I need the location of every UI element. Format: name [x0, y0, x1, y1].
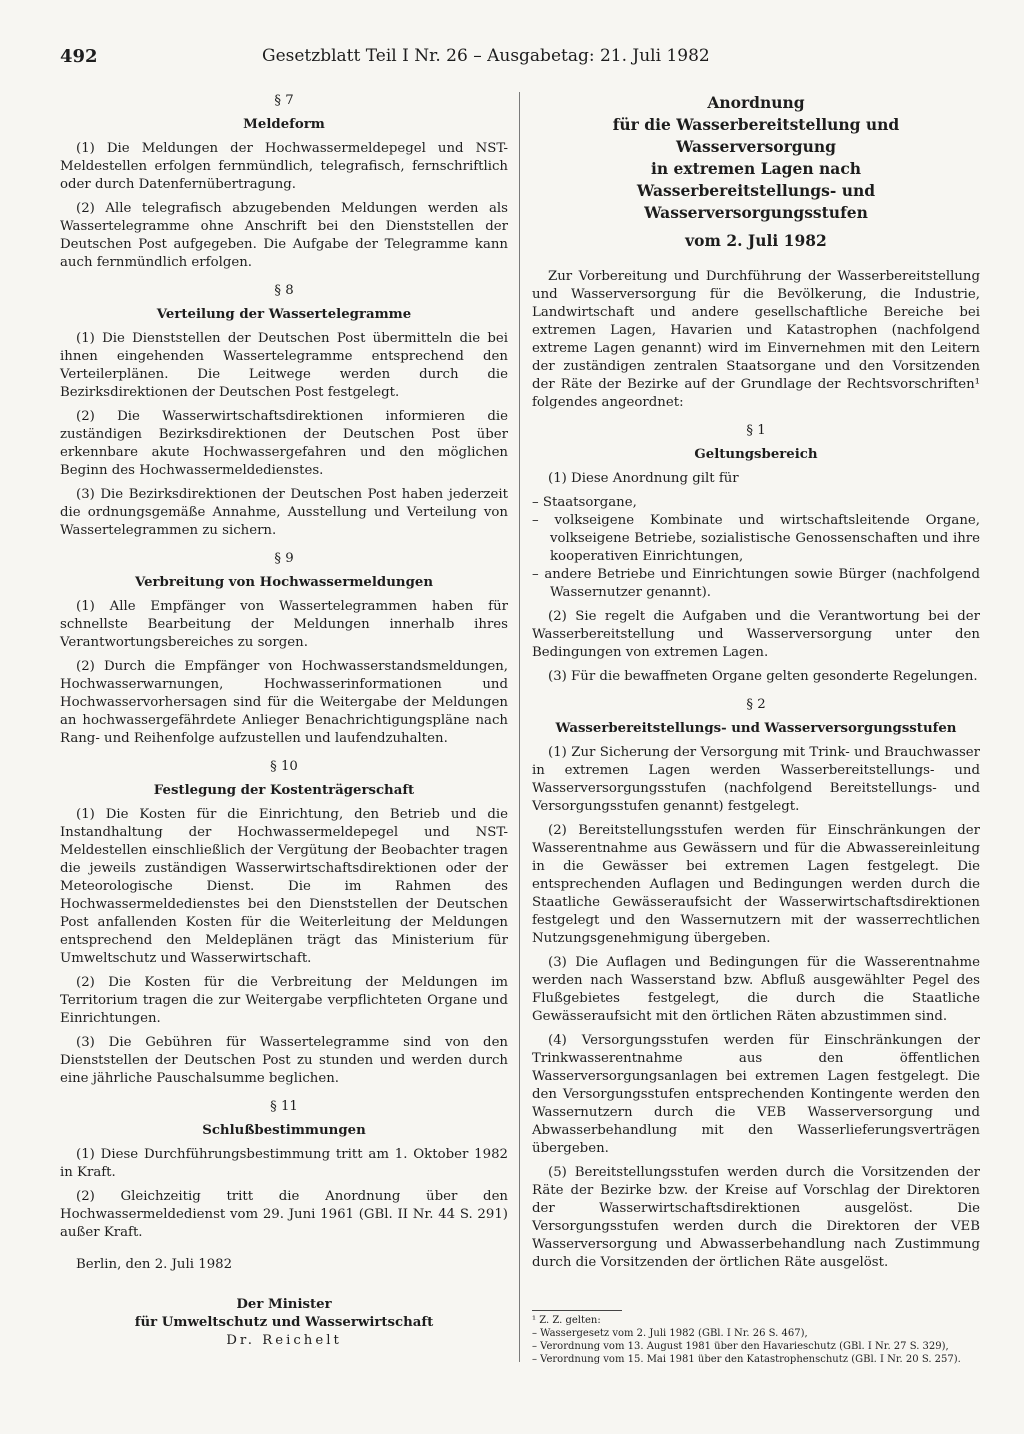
paragraph: (2) Sie regelt die Aufgaben und die Verantwortung bei der Wasserbereitstellung und Wasserversorgung unter den Bedingungen von extremen Lagen.	[532, 609, 980, 660]
paragraph: (1) Zur Sicherung der Versorgung mit Trink- und Brauchwasser in extremen Lagen werden Wasserbereitstellungs- und Wasserversorgungsstufen (nachfolgend Bereitstellungs- und Versorgungsstufen genannt) festgelegt.	[532, 745, 980, 814]
page-number: 492	[60, 46, 98, 67]
list-item: – andere Betriebe und Einrichtungen sowie Bürger (nachfolgend Wassernutzer genannt).	[532, 567, 980, 600]
section-number: § 10	[270, 759, 298, 774]
paragraph: (2) Die Wasserwirtschaftsdirektionen informieren die zuständigen Bezirksdirektionen der Deutschen Post über erkennbare akute Hochwassergefahren und den möglichen Beginn des Hochwassermeldedienstes.	[60, 409, 508, 478]
paragraph: (1) Die Dienststellen der Deutschen Post übermitteln die bei ihnen eingehenden Wassertelegramme entsprechend den Verteilerplänen. Die Leitwege werden durch die Bezirksdirektionen der Deutschen Post festgelegt.	[60, 331, 508, 400]
paragraph: (1) Alle Empfänger von Wassertelegrammen haben für schnellste Bearbeitung der Meldungen innerhalb ihres Verantwortungsbereiches zu sorgen.	[60, 599, 508, 650]
footnote-rule	[532, 1310, 622, 1311]
section-title: Geltungsbereich	[694, 447, 818, 462]
signature-title: Der Minister	[236, 1297, 332, 1312]
paragraph: (2) Durch die Empfänger von Hochwasserstandsmeldungen, Hochwasserwarnungen, Hochwasserinformationen und Hochwasservorhersagen sind für die Weitergabe der Meldungen an hochwassergefährdete Anlieger Benachrichtigungspläne nach Rang- und Reihenfolge aufzustellen und laufendzuhalten.	[60, 659, 508, 746]
section-title: Meldeform	[243, 117, 325, 132]
paragraph: (2) Alle telegrafisch abzugebenden Meldungen werden als Wassertelegramme ohne Anschrift bei den Dienststellen der Deutschen Post aufgegeben. Die Aufgabe der Telegramme kann auch fernmündlich erfolgen.	[60, 201, 508, 270]
section-title: Verteilung der Wassertelegramme	[156, 307, 412, 322]
place-date: Berlin, den 2. Juli 1982	[76, 1257, 233, 1272]
left-column	[60, 92, 508, 1350]
paragraph: (1) Diese Anordnung gilt für	[548, 471, 739, 486]
list-item: – volkseigene Kombinate und wirtschaftsleitende Organe, volkseigene Betriebe, sozialistische Genossenschaften und ihre kooperativen Einrichtungen,	[532, 513, 980, 564]
paragraph: (1) Die Meldungen der Hochwassermeldepegel und NST-Meldestellen erfolgen fernmündlich, telegrafisch, fernschriftlich oder durch Datenfernübertragung.	[60, 141, 508, 192]
footnote-intro: ¹ Z. Z. gelten:	[532, 1315, 601, 1326]
ordinance-title-line: Anordnung	[707, 93, 805, 112]
ordinance-date: vom 2. Juli 1982	[685, 231, 827, 250]
section-number: § 11	[270, 1099, 298, 1114]
page-header	[0, 46, 1024, 70]
section-number: § 8	[274, 283, 294, 298]
paragraph: (2) Gleichzeitig tritt die Anordnung über den Hochwassermeldedienst vom 29. Juni 1961 (GBl. II Nr. 44 S. 291) außer Kraft.	[60, 1189, 508, 1240]
section-number: § 2	[746, 697, 766, 712]
running-title: Gesetzblatt Teil I Nr. 26 – Ausgabetag: 21. Juli 1982	[262, 46, 710, 66]
section-title: Festlegung der Kostenträgerschaft	[153, 783, 415, 798]
footnote-item: – Verordnung vom 13. August 1981 über den Havarieschutz (GBl. I Nr. 27 S. 329),	[532, 1341, 949, 1352]
ordinance-title-line: für die Wasserbereitstellung und Wasserversorgung	[612, 115, 900, 156]
footnotes	[532, 1310, 980, 1366]
section-number: § 9	[274, 551, 294, 566]
paragraph: (2) Bereitstellungsstufen werden für Einschränkungen der Wasserentnahme aus Gewässern und für die Abwassereinleitung in die Gewässer bei extremen Lagen festgelegt. Die entsprechenden Auflagen und Bedingungen werden durch die Staatliche Gewässeraufsicht der Wasserwirtschaftsdirektionen festgelegt und den Wassernutzern mit der wasserrechtlichen Nutzungsgenehmigung übergeben.	[532, 823, 980, 946]
signature-ministry: für Umweltschutz und Wasserwirtschaft	[134, 1315, 434, 1330]
footnote-item: – Verordnung vom 15. Mai 1981 über den Katastrophenschutz (GBl. I Nr. 20 S. 257).	[532, 1354, 961, 1365]
paragraph: (5) Bereitstellungsstufen werden durch die Vorsitzenden der Räte der Bezirke bzw. der Kreise auf Vorschlag der Direktoren der Wasserwirtschaftsdirektionen ausgelöst. Die Versorgungsstufen werden durch die Direktoren der VEB Wasserversorgung und Abwasserbehandlung nach Zustimmung durch die Vorsitzenden der örtlichen Räte ausgelöst.	[532, 1165, 980, 1270]
ordinance-title-line: in extremen Lagen nach	[650, 159, 862, 178]
paragraph: (3) Die Bezirksdirektionen der Deutschen Post haben jederzeit die ordnungsgemäße Annahme, Ausstellung und Verteilung von Wassertelegrammen zu sichern.	[60, 487, 508, 538]
footnote-item: – Wassergesetz vom 2. Juli 1982 (GBl. I Nr. 26 S. 467),	[532, 1328, 808, 1339]
section-number: § 7	[274, 93, 294, 108]
section-title: Schlußbestimmungen	[202, 1123, 366, 1138]
column-divider	[519, 92, 520, 1362]
list-item: – Staatsorgane,	[532, 495, 637, 510]
preamble: Zur Vorbereitung und Durchführung der Wasserbereitstellung und Wasserversorgung für die Bevölkerung, die Industrie, Landwirtschaft und andere gesellschaftliche Bereiche bei extremen Lagen, Havarien und Katastrophen (nachfolgend extreme Lagen genannt) wird im Einvernehmen mit den Leitern der zuständigen zentralen Staatsorgane und den Vorsitzenden der Räte der Bezirke auf der Grundlage der Rechtsvorschriften¹ folgendes angeordnet:	[532, 269, 980, 410]
paragraph: (4) Versorgungsstufen werden für Einschränkungen der Trinkwasserentnahme aus den öffentlichen Wasserversorgungsanlagen bei extremen Lagen festgelegt. Die den Versorgungsstufen entsprechenden Kontingente werden den Wassernutzern durch die VEB Wasserversorgung und Abwasserbehandlung mit den Wasserlieferungsverträgen übergeben.	[532, 1033, 980, 1156]
ordinance-title-line: Wasserbereitstellungs- und Wasserversorgungsstufen	[636, 181, 876, 222]
paragraph: (3) Für die bewaffneten Organe gelten gesonderte Regelungen.	[548, 669, 978, 684]
paragraph: (1) Diese Durchführungsbestimmung tritt am 1. Oktober 1982 in Kraft.	[60, 1147, 508, 1180]
paragraph: (1) Die Kosten für die Einrichtung, den Betrieb und die Instandhaltung der Hochwassermeldepegel und NST-Meldestellen einschließlich der Vergütung der Beobachter tragen die jeweils zuständigen Wasserwirtschaftsdirektionen oder der Meteorologische Dienst. Die im Rahmen des Hochwassermeldedienstes bei den Dienststellen der Deutschen Post anfallenden Kosten für die Weiterleitung der Meldungen entsprechend den Meldeplänen trägt das Ministerium für Umweltschutz und Wasserwirtschaft.	[60, 807, 508, 966]
section-number: § 1	[746, 423, 766, 438]
signature-name: Dr. Reichelt	[226, 1333, 342, 1348]
section-title: Wasserbereitstellungs- und Wasserversorgungsstufen	[555, 721, 957, 736]
right-column	[532, 92, 980, 1278]
paragraph: (3) Die Gebühren für Wassertelegramme sind von den Dienststellen der Deutschen Post zu stunden und werden durch eine jährliche Pauschalsumme beglichen.	[60, 1035, 508, 1086]
paragraph: (2) Die Kosten für die Verbreitung der Meldungen im Territorium tragen die zur Weitergabe verpflichteten Organe und Einrichtungen.	[60, 975, 508, 1026]
paragraph: (3) Die Auflagen und Bedingungen für die Wasserentnahme werden nach Wasserstand bzw. Abfluß ausgewählter Pegel des Flußgebietes festgelegt, die durch die Staatliche Gewässeraufsicht mit den örtlichen Räten abzustimmen sind.	[532, 955, 980, 1024]
section-title: Verbreitung von Hochwassermeldungen	[134, 575, 433, 590]
